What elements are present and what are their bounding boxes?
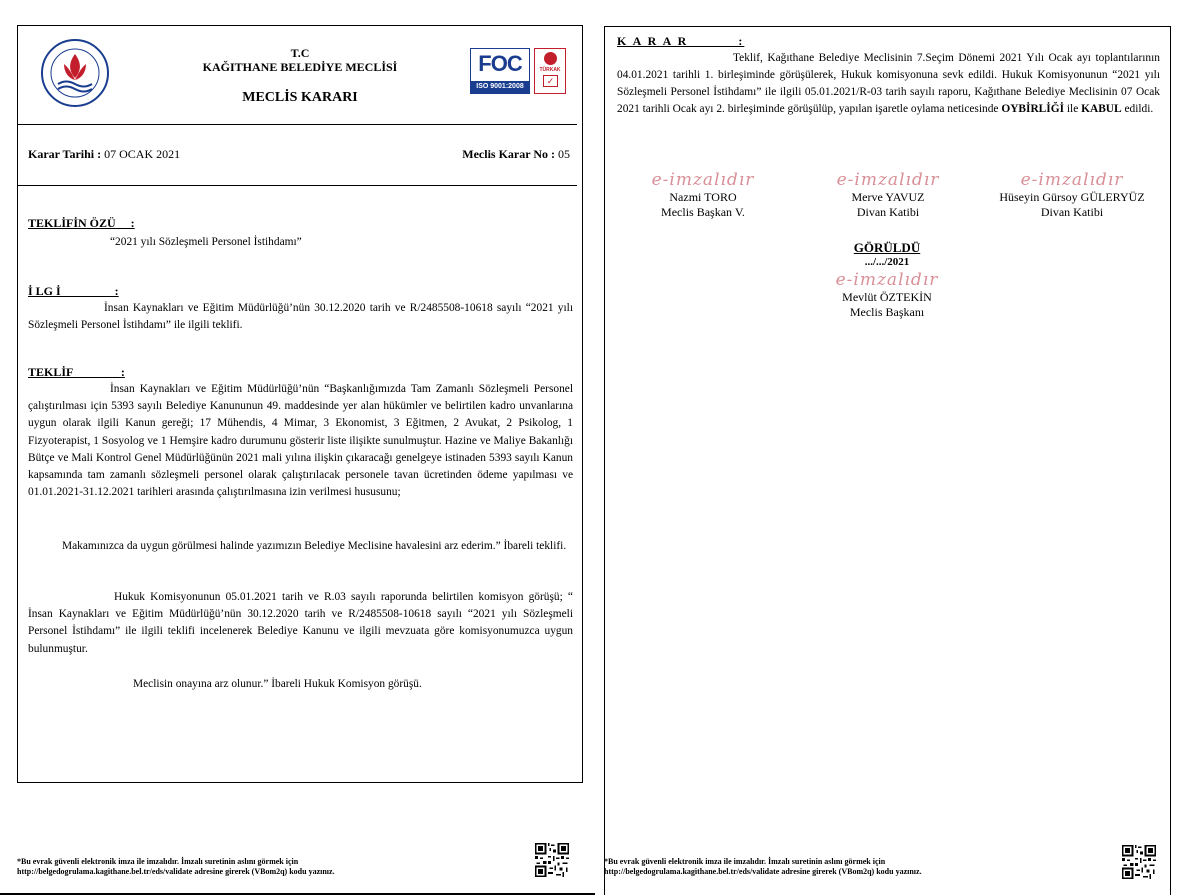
decision-text-end: edildi. <box>1121 103 1154 115</box>
qr-code-icon <box>1122 845 1156 879</box>
signatory-title: Meclis Başkan V. <box>661 205 745 219</box>
institution-name: KAĞITHANE BELEDİYE MECLİSİ <box>202 60 398 74</box>
decision-text-mid: ile <box>1064 103 1082 115</box>
reference-title: İ LG İ : <box>28 284 119 298</box>
page-2-frame <box>604 26 1171 895</box>
approval-title: GÖRÜLDÜ <box>853 240 921 255</box>
turkak-accreditation-icon <box>544 52 557 65</box>
mayor-signature-block <box>800 270 974 320</box>
decision-number-label: Meclis Karar No : <box>462 147 555 161</box>
e-signature-mark: e-imzalıdır <box>651 170 755 190</box>
reference-text: İnsan Kaynakları ve Eğitim Müdürlüğü’nün 30.12.2020 tarih ve R/2485508-10618 sayılı “2021 yılı Sözleşmeli Personel İstihdamı” ile ilgili teklifi. <box>28 302 573 332</box>
proposal-summary-text: “2021 yılı Sözleşmeli Personel İstihdamı” <box>110 236 302 248</box>
approval-block <box>820 240 954 268</box>
signatory-title: Divan Katibi <box>856 205 920 219</box>
office-request-text: Makamınızca da uygun görülmesi halinde yazımızın Belediye Meclisine havalesini arz ederim.” İbareli teklifi. <box>62 540 567 552</box>
document-type-title: MECLİS KARARI <box>242 90 358 105</box>
proposal-title: TEKLİF : <box>28 365 125 379</box>
header-divider <box>17 124 577 125</box>
signatory-name: Hüseyin Gürsoy GÜLERYÜZ <box>999 190 1145 204</box>
decision-text <box>617 50 1160 118</box>
proposal-summary-title: TEKLİFİN ÖZÜ : <box>28 216 135 230</box>
footer-line-1: *Bu evrak güvenli elektronik imza ile imzalıdır. İmzalı suretinin aslını görmek için <box>17 857 299 866</box>
decision-number <box>462 147 570 162</box>
commission-opinion-text: Hukuk Komisyonunun 05.01.2021 tarih ve R.03 sayılı raporunda belirtilen komisyon görüşü; “ İnsan Kaynakları ve Eğitim Müdürlüğü’nün 30.12.2020 tarih ve R/2485508-10618 sayılı “2021 yılı Sözleşmeli Personel İstihdamı” ile ilgili teklifi incelenerek Belediye Kanunu ve ilgili mevzuata göre komisyonumuzca uygun bulunmuştur. <box>28 591 573 655</box>
checkmark-icon: ✓ <box>543 75 558 87</box>
e-signature-mark: e-imzalıdır <box>836 170 940 190</box>
decision-number-value: 05 <box>555 147 570 161</box>
signatory-title: Divan Katibi <box>1040 205 1104 219</box>
signature-block <box>630 170 776 220</box>
meta-divider <box>17 185 577 186</box>
decision-title: K A R A R : <box>617 34 745 48</box>
footer-line-2: http://belgedogrulama.kagithane.bel.tr/eds/validate adresine girerek (VBom2q) kodu yazınız. <box>17 867 335 876</box>
unanimous-label: OYBİRLİĞİ <box>1001 103 1065 115</box>
signatory-title: Meclis Başkanı <box>849 305 925 319</box>
approval-request-text: Meclisin onayına arz olunur.” İbareli Hukuk Komisyon görüşü. <box>133 678 422 690</box>
foc-certification-logo <box>470 48 530 94</box>
turkak-accreditation-logo <box>534 48 566 94</box>
decision-date-value: 07 OCAK 2021 <box>101 147 181 161</box>
footer-note-page-1 <box>17 857 335 877</box>
qr-code-icon <box>535 843 569 877</box>
e-signature-mark: e-imzalıdır <box>1020 170 1124 190</box>
footer-line-1: *Bu evrak güvenli elektronik imza ile imzalıdır. İmzalı suretinin aslını görmek için <box>604 857 886 866</box>
signatory-name: Nazmi TORO <box>669 190 737 204</box>
approval-date: .../.../2021 <box>864 256 910 268</box>
signature-block <box>985 170 1159 220</box>
footer-note-page-2 <box>604 857 922 877</box>
turkak-logo-text: TÜRKAK <box>539 67 561 73</box>
signatory-name: Merve YAVUZ <box>851 190 925 204</box>
foc-logo-text: FOC <box>478 51 522 76</box>
tc-header: T.C <box>290 46 310 60</box>
accepted-label: KABUL <box>1081 103 1122 115</box>
decision-text-main: Teklif, Kağıthane Belediye Meclisinin 7.Seçim Dönemi 2021 Yılı Ocak ayı toplantılarının 04.01.2021 tarihli 1. birleşiminde görüşülerek, Hukuk komisyonuna sevk edildi. Hukuk Komisyonunun “2021 yılı Sözleşmeli Personel İstihdamı” ile ilgili 05.01.2021/R-03 tarih sayılı raporu, Kağıthane Belediye Meclisinin 07 Ocak 2021 tarihli Ocak ayı 2. birleşiminde görüşülüp, yapılan işaretle oylama neticesinde <box>617 52 1160 115</box>
decision-date <box>28 147 180 162</box>
e-signature-mark: e-imzalıdır <box>835 270 939 290</box>
foc-logo-caption: ISO 9001:2008 <box>471 81 529 93</box>
footer-line-2: http://belgedogrulama.kagithane.bel.tr/eds/validate adresine girerek (VBom2q) kodu yazınız. <box>604 867 922 876</box>
decision-date-label: Karar Tarihi : <box>28 147 102 161</box>
signature-block <box>815 170 961 220</box>
signatory-name: Mevlüt ÖZTEKİN <box>842 290 932 304</box>
proposal-text: İnsan Kaynakları ve Eğitim Müdürlüğü’nün “Başkanlığımızda Tam Zamanlı Sözleşmeli Personel çalıştırılması için 5393 sayılı Belediye Kanununun 49. maddesinde yer alan hükümler ve belirtilen kadro unvanlarına uygun olarak ilgili Kanun gereği; 17 Mühendis, 4 Mimar, 3 Ekonomist, 3 Eğitmen, 2 Avukat, 2 Psikolog, 1 Fizyoterapist, 1 Sosyolog ve 1 Hemşire kadro durumunu gösterir liste ilişikte sunulmuştur. Hazine ve Maliye Bakanlığı Bütçe ve Mali Kontrol Genel Müdürlüğünün 2021 mali yılına ilişkin çıkaracağı genelgeye istinaden 5393 sayılı Kanun kapsamında tam zamanlı sözleşmeli personel olarak çalıştırılacak personele tavan ücretinden ödeme yapılması ve 01.01.2021-31.12.2021 tarihleri arasında çalıştırılmasına izin verilmesi hususunu; <box>28 383 573 499</box>
